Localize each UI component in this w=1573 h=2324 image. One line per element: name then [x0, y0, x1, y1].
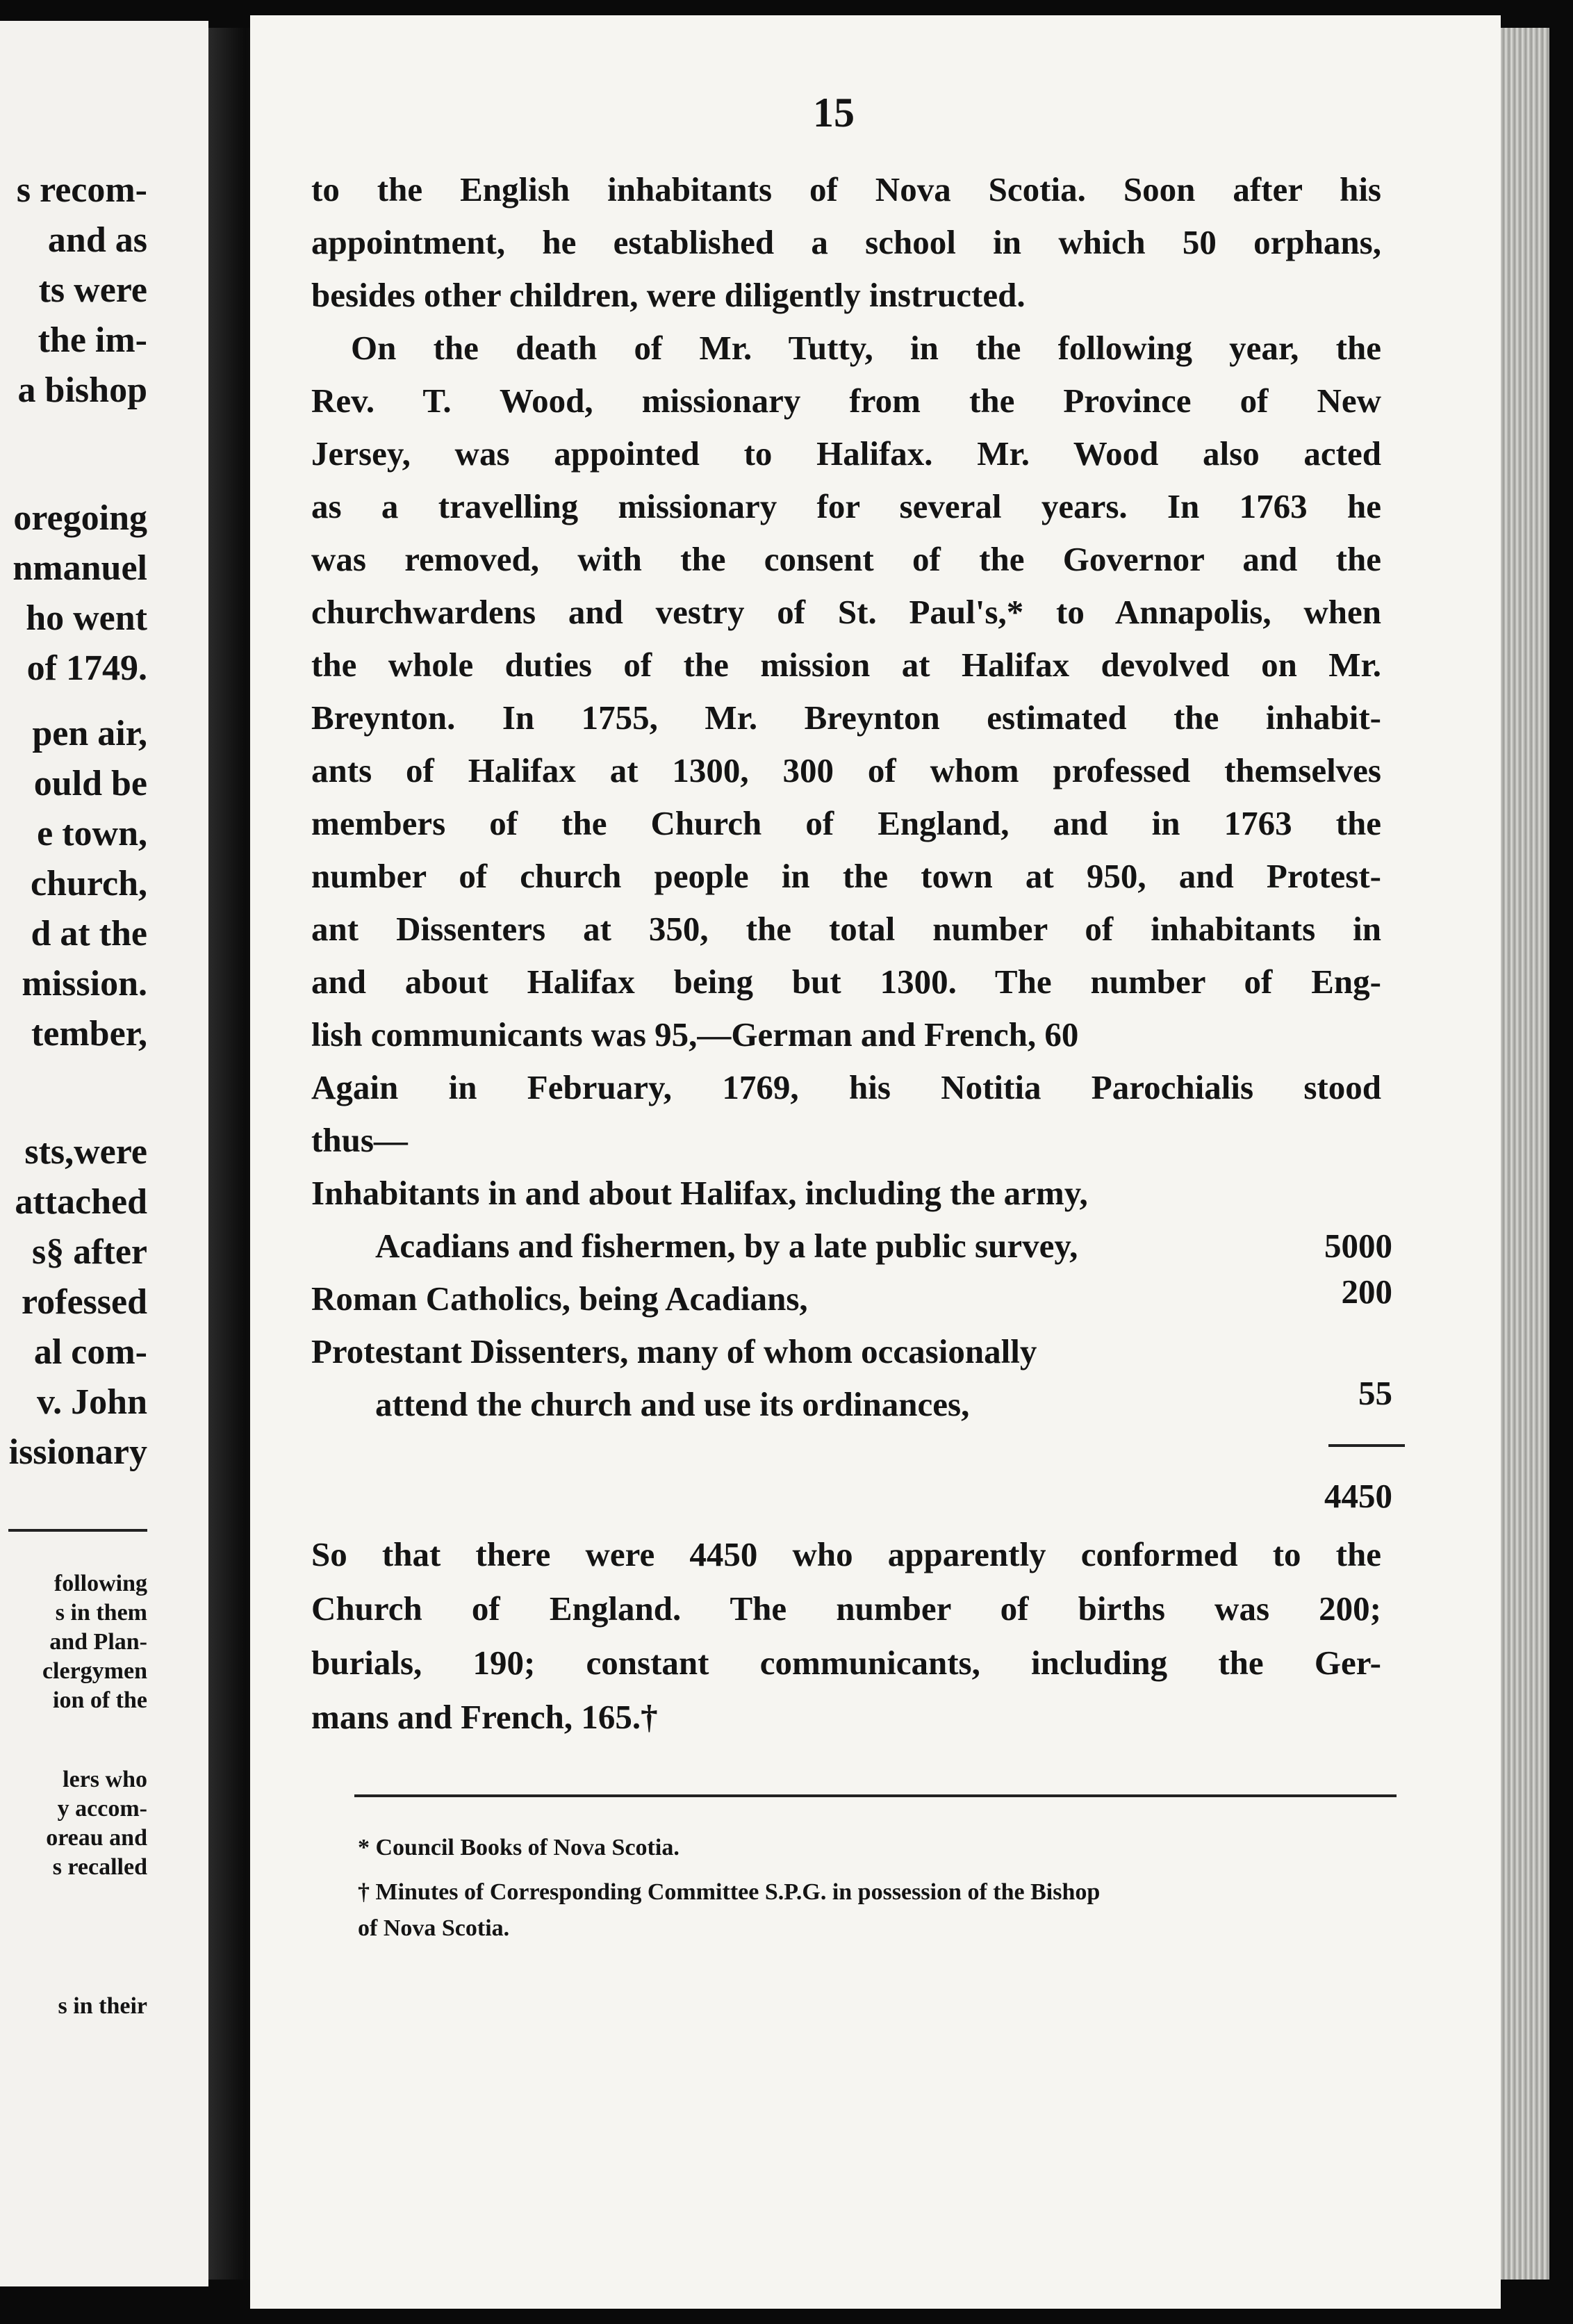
census-label: Protestant Dissenters, many of whom occasionally — [311, 1332, 1037, 1370]
left-footnote-line: oreau and — [46, 1825, 147, 1851]
page-number: 15 — [813, 90, 855, 136]
left-line: s recom- — [16, 170, 147, 210]
text-line: ant Dissenters at 350, the total number of inhabitants in — [311, 910, 1381, 948]
census-label: Acadians and fishermen, by a late public survey, — [375, 1227, 1078, 1265]
census-value: 55 — [1358, 1374, 1392, 1412]
text-line: lish communicants was 95,—German and French, 60 — [311, 1015, 1079, 1054]
left-line: issionary — [8, 1432, 147, 1472]
left-footnote-line: clergymen — [42, 1658, 147, 1684]
census-label: Roman Catholics, being Acadians, — [311, 1279, 808, 1318]
text-line: appointment, he established a school in which 50 orphans, — [311, 223, 1381, 261]
left-line: nmanuel — [13, 548, 147, 588]
census-label: attend the church and use its ordinances, — [375, 1385, 970, 1423]
text-line: was removed, with the consent of the Governor and the — [311, 540, 1381, 578]
left-footnote-line: s in them — [55, 1600, 147, 1626]
text-line: Church of England. The number of births was 200; — [311, 1589, 1381, 1628]
census-total: 4450 — [1324, 1477, 1392, 1515]
left-line: the im- — [38, 320, 147, 360]
left-footnote-line: following — [53, 1571, 147, 1596]
census-label: Inhabitants in and about Halifax, including the army, — [311, 1174, 1088, 1212]
left-line: al com- — [33, 1332, 147, 1372]
census-value: 5000 — [1324, 1227, 1392, 1265]
left-line: ho went — [26, 598, 147, 638]
left-line: s§ after — [31, 1232, 147, 1272]
text-line: ants of Halifax at 1300, 300 of whom professed themselves — [311, 751, 1381, 789]
text-line: Again in February, 1769, his Notitia Parochialis stood — [311, 1068, 1381, 1106]
left-line: and as — [47, 220, 147, 260]
text-line: and about Halifax being but 1300. The number of Eng- — [311, 963, 1381, 1001]
text-line: thus— — [311, 1121, 408, 1159]
left-line: sts,were — [24, 1132, 147, 1172]
left-line: attached — [15, 1182, 147, 1222]
text-line: besides other children, were diligently instructed. — [311, 276, 1026, 314]
left-line: e town, — [37, 814, 147, 853]
left-line: tember, — [31, 1014, 147, 1054]
left-footnote-line: s in their — [58, 1993, 147, 2019]
left-footnote-line: ion of the — [53, 1687, 147, 1713]
left-footnote-line: s recalled — [52, 1854, 147, 1880]
text-line: the whole duties of the mission at Halifax devolved on Mr. — [311, 646, 1381, 684]
left-line: oregoing — [13, 498, 147, 538]
text-line: members of the Church of England, and in 1763 the — [311, 804, 1381, 842]
text-line: burials, 190; constant communicants, including the Ger- — [311, 1644, 1381, 1682]
text-line: number of church people in the town at 950, and Protest- — [311, 857, 1381, 895]
left-line: a bishop — [17, 370, 147, 410]
sum-rule — [1328, 1444, 1405, 1447]
text-line: So that there were 4450 who apparently conformed to the — [311, 1535, 1381, 1573]
left-line: mission. — [22, 964, 147, 1004]
text-line: mans and French, 165.† — [311, 1698, 658, 1736]
left-line: v. John — [37, 1382, 147, 1422]
left-line: ould be — [33, 764, 147, 803]
left-line: rofessed — [21, 1282, 147, 1322]
footnote: † Minutes of Corresponding Committee S.P.G. in possession of the Bishop — [358, 1879, 1101, 1905]
left-line: of 1749. — [26, 648, 147, 688]
left-footnote-line: y accom- — [57, 1796, 147, 1822]
text-line: On the death of Mr. Tutty, in the following year, the — [351, 329, 1381, 367]
left-footnote-line: and Plan- — [49, 1629, 147, 1655]
text-line: Breynton. In 1755, Mr. Breynton estimated the inhabit- — [311, 698, 1381, 737]
text-line: Rev. T. Wood, missionary from the Province of New — [311, 382, 1381, 420]
left-line: church, — [30, 864, 147, 903]
footnote: * Council Books of Nova Scotia. — [358, 1835, 680, 1860]
left-line: pen air, — [32, 714, 147, 753]
left-line: d at the — [31, 914, 147, 954]
text-line: Jersey, was appointed to Halifax. Mr. Wood also acted — [311, 434, 1381, 473]
text-line: as a travelling missionary for several years. In 1763 he — [311, 487, 1381, 525]
footnote: of Nova Scotia. — [358, 1915, 510, 1941]
footnote-rule — [354, 1794, 1397, 1797]
left-line: ts were — [38, 270, 147, 310]
text-line: churchwardens and vestry of St. Paul's,* to Annapolis, when — [311, 593, 1381, 631]
text-line: to the English inhabitants of Nova Scotia. Soon after his — [311, 170, 1381, 208]
census-value: 200 — [1341, 1273, 1392, 1311]
left-footnote-line: lers who — [63, 1767, 147, 1792]
